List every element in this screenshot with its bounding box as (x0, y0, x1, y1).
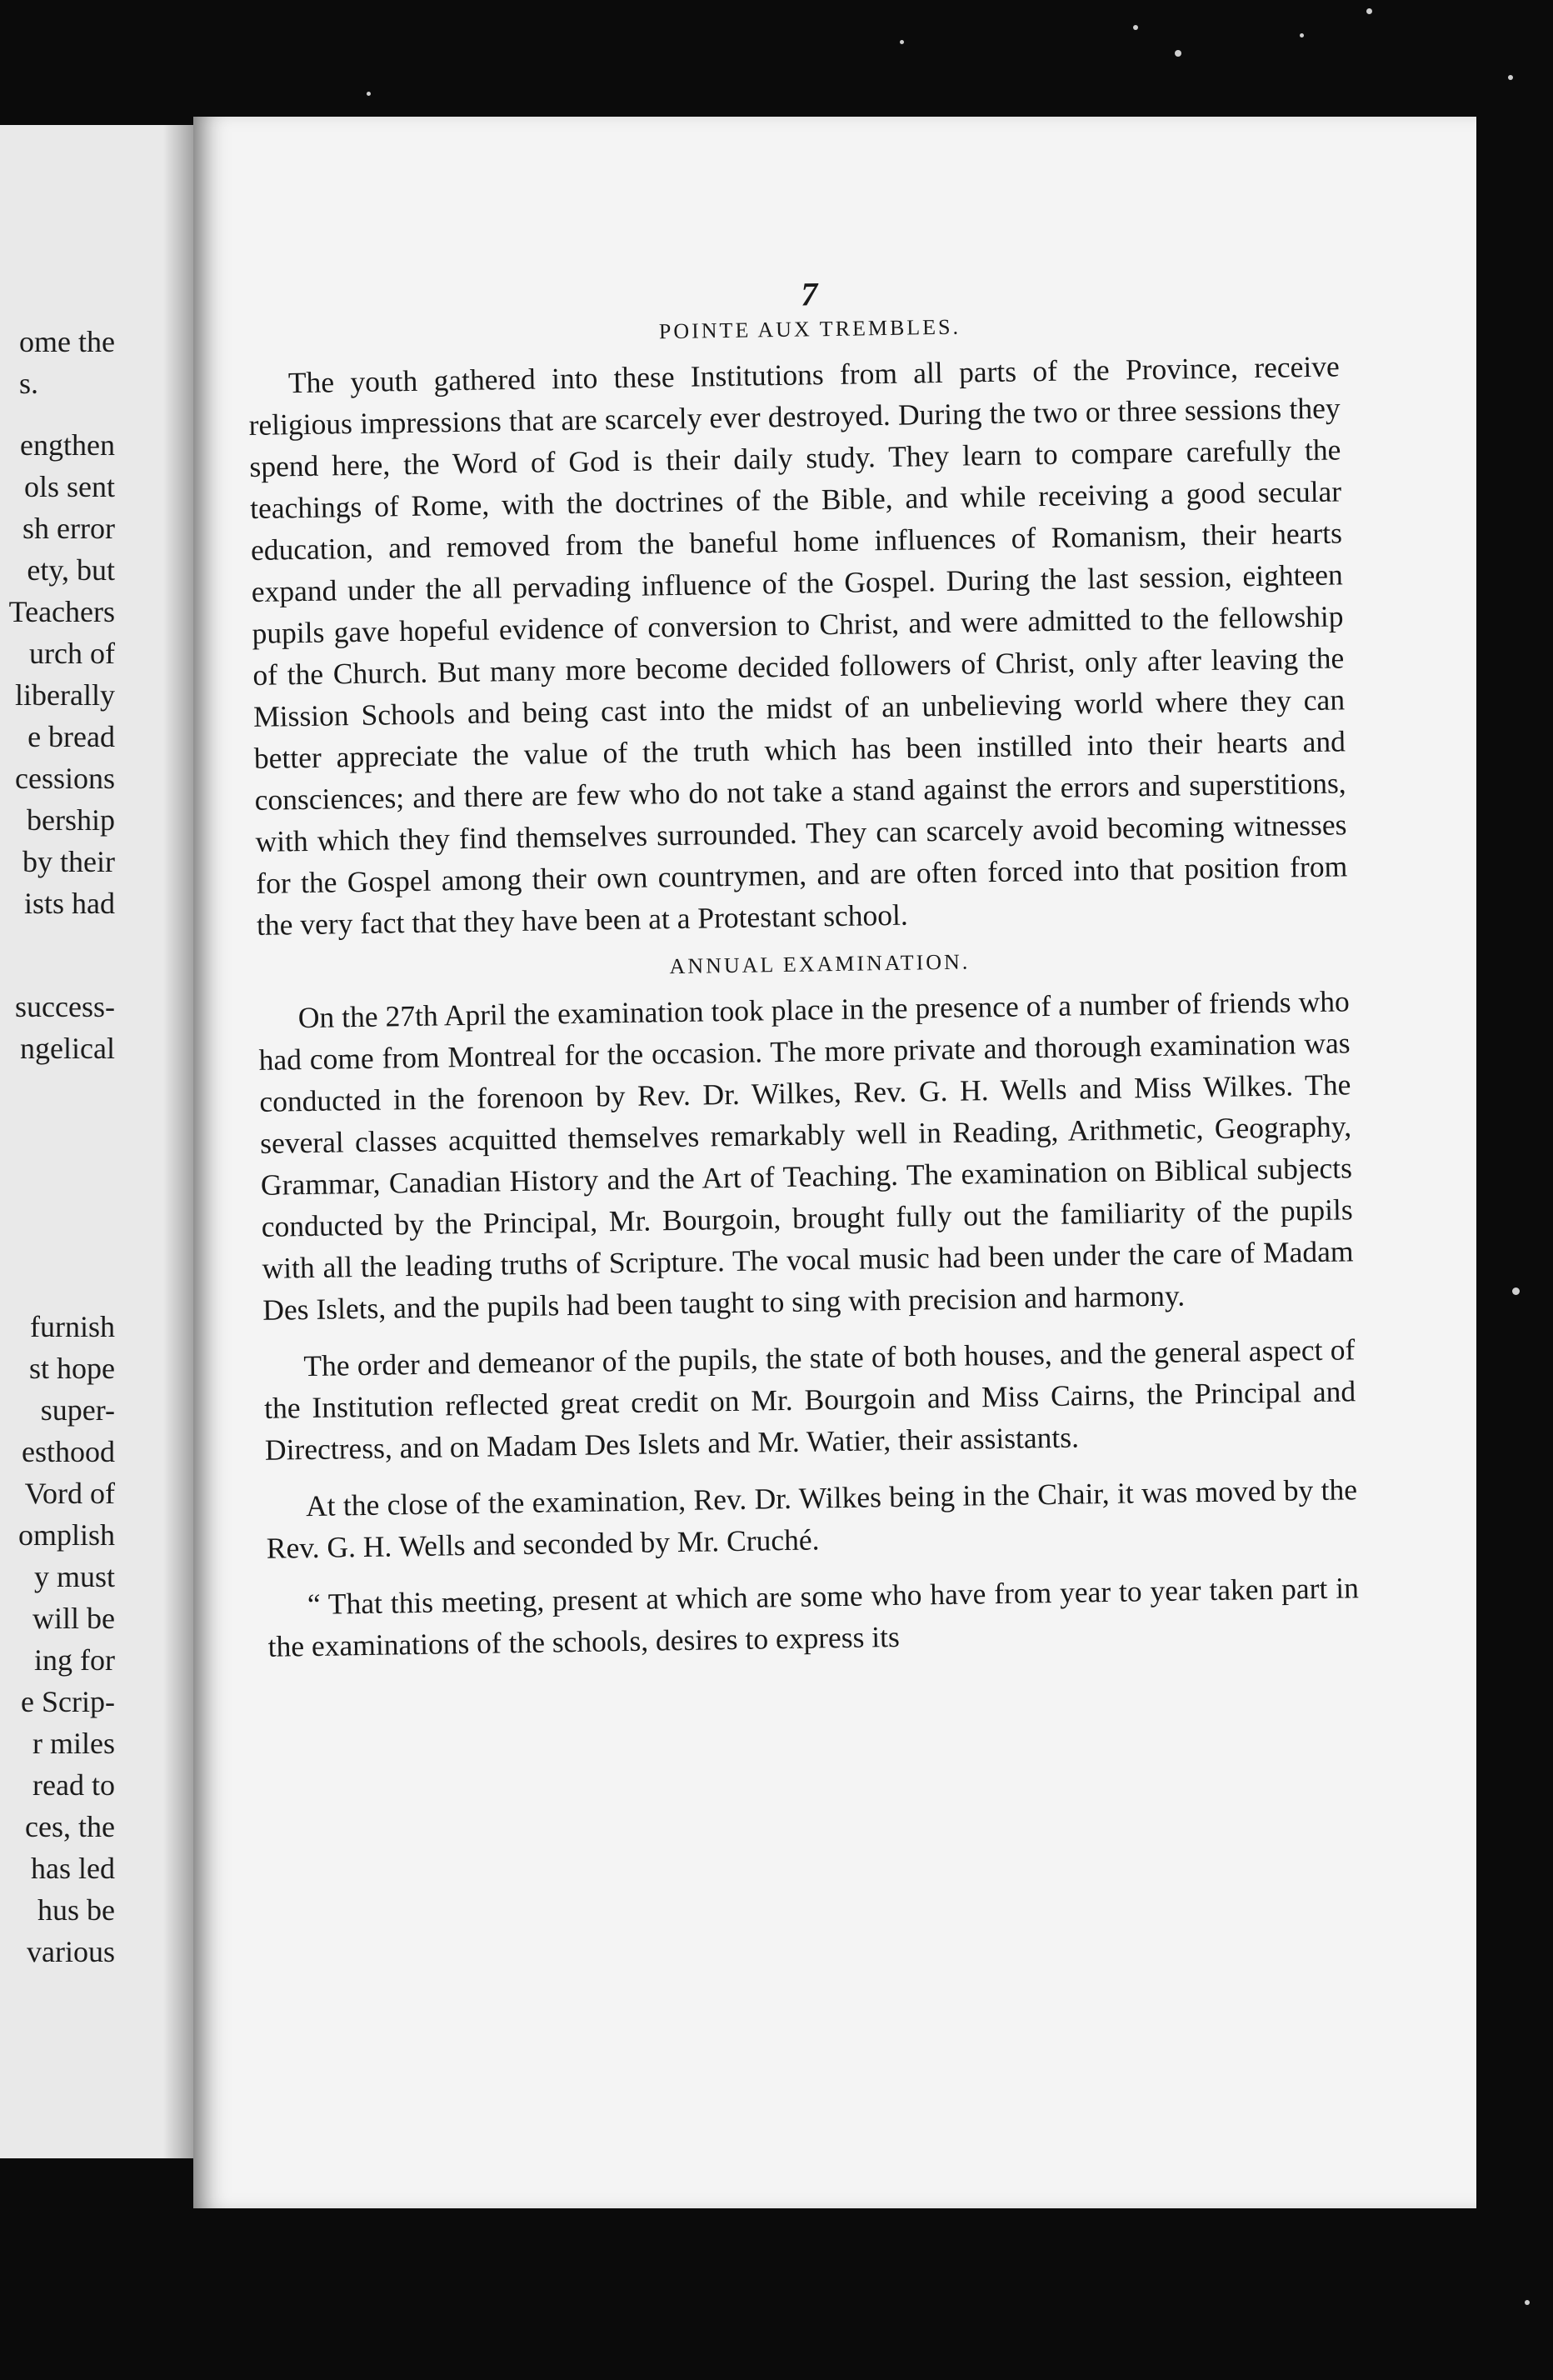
left-page-line: will be (32, 1602, 115, 1635)
film-speck (1512, 1288, 1520, 1295)
left-page-line: r miles (32, 1727, 115, 1760)
left-page-line: hus be (37, 1893, 115, 1927)
left-page-line: ome the (19, 325, 115, 358)
left-page-line: e Scrip- (21, 1685, 115, 1718)
left-page-line: ing for (34, 1643, 115, 1677)
left-page-line: furnish (30, 1310, 115, 1343)
left-page-line: esthood (22, 1435, 115, 1468)
film-speck (1133, 25, 1138, 30)
left-page-line: ety, but (27, 553, 115, 587)
left-page-line: liberally (15, 678, 115, 712)
left-page-line: sh error (22, 512, 115, 545)
film-speck (1300, 33, 1304, 38)
paragraph-resolution: “ That this meeting, present at which are some who have from year to year taken part in the examinations of the schools, desires to express its (267, 1571, 1360, 1663)
left-page-line: Vord of (24, 1477, 115, 1510)
left-page-line: various (27, 1935, 115, 1968)
left-page-line: cessions (15, 762, 115, 795)
main-page (193, 117, 1476, 2208)
page-content (247, 266, 1360, 1682)
left-page-line: engthen (20, 428, 115, 462)
left-page-line: e bread (27, 720, 115, 753)
section-heading-pointe-aux-trembles: POINTE AUX TREMBLES. (658, 314, 961, 344)
left-page-line: ists had (23, 887, 115, 920)
page-number: 7 (800, 275, 818, 313)
left-page-line: super- (40, 1393, 115, 1427)
paragraph-examination-1: On the 27th April the examination took place in the presence of a number of friends who had come from Montreal for the occasion. The more private and thorough examination was conducted in the forenoon by Rev. Dr. Wilkes, Rev. G. H. Wells and Miss Wilkes. The several classes acquitted themselves remarkably well in Reading, Arithmetic, Geography, Grammar, Canadian History and the Art of Teaching. The examination on Biblical subjects conducted by the Principal, Mr. Bourgoin, brought fully out the familiarity of the pupils with all the leading truths of Scripture. The vocal music had been under the care of Madam Des Islets, and the pupils had been taught to sing with precision and harmony. (258, 984, 1354, 1327)
left-page-line: omplish (17, 1518, 115, 1552)
left-page-line: bership (27, 803, 115, 837)
left-page-line: y must (33, 1560, 115, 1593)
film-speck (1525, 2300, 1530, 2305)
paragraph-pointe-aux-trembles: The youth gathered into these Institutions from all parts of the Province, receive religious impressions that are scarcely ever destroyed. During the two or three sessions they spend here, the Word of God is their daily study. They learn to compare carefully the teachings of Rome, with the doctrines of the Bible, and while receiving a good secular education, and removed from the baneful home influences of Romanism, their hearts expand under the all pervading influence of the Gospel. During the last session, eighteen pupils gave hopeful evidence of conversion to Christ, and were admitted to the fellowship of the Church. But many more become decided followers of Christ, only after leaving the Mission Schools and being cast into the midst of an unbelieving world where they can better appreciate the value of the truth which has been instilled into their hearts and consciences; and there are few who do not take a stand against the errors and superstitions, with which they find themselves surrounded. They can scarcely avoid becoming witnesses for the Gospel among their own countrymen, and are often forced into that position from the very fact that they have been at a Protestant school. (248, 349, 1348, 942)
left-page-line: has led (31, 1852, 115, 1885)
left-page-line: success- (15, 990, 115, 1023)
section-heading-annual-examination: ANNUAL EXAMINATION. (669, 949, 971, 979)
left-page-line: Teachers (8, 595, 115, 628)
paragraph-examination-3: At the close of the examination, Rev. Dr. Wilkes being in the Chair, it was moved by the Rev. G. H. Wells and seconded by Mr. Cruché. (266, 1472, 1358, 1565)
left-page-line: st hope (29, 1352, 115, 1385)
left-page-line: by their (22, 845, 115, 878)
left-page-line: urch of (29, 637, 115, 670)
left-page-line: read to (32, 1768, 115, 1802)
film-speck (1508, 75, 1513, 80)
film-speck (900, 40, 904, 44)
paragraph-examination-2: The order and demeanor of the pupils, the state of both houses, and the general aspect of the Institution reflected great credit on Mr. Bourgoin and Miss Cairns, the Principal and Directress, and on Madam Des Islets and Mr. Watier, their assistants. (263, 1332, 1356, 1467)
film-speck (367, 92, 371, 96)
left-page-line: ces, the (25, 1810, 115, 1843)
film-speck (1175, 50, 1181, 57)
film-speck (1366, 8, 1372, 14)
left-page-line: ols sent (23, 470, 115, 503)
left-page-line: s. (18, 367, 38, 400)
left-page-line: ngelical (20, 1032, 115, 1065)
